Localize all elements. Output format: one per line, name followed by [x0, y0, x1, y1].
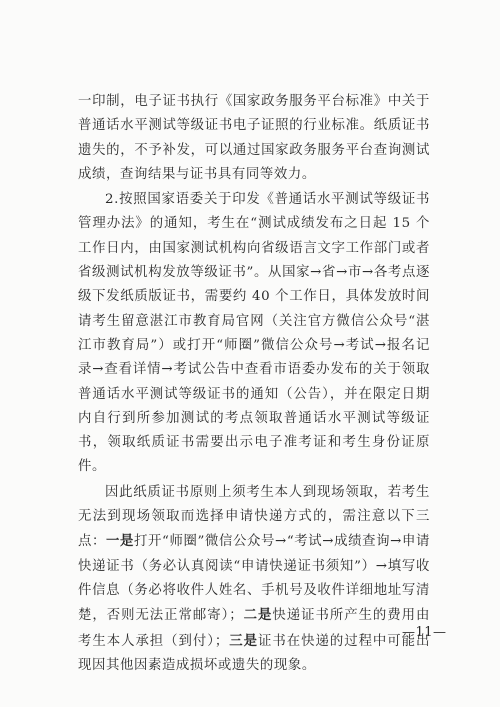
- paragraph-3: [78, 481, 430, 678]
- page-number: —11—: [402, 625, 447, 640]
- body-text: [78, 90, 430, 679]
- point-one-text: 打开“师圈”微信公众号→“考试→成绩查询→申请快递证书（务必认真阅读“申请快递证书须知”）→填写收件信息（务必将收件人姓名、手机号及收件详细地址写清楚，否则无法正常邮寄）；: [78, 534, 430, 624]
- point-three-label: 三是: [228, 632, 259, 649]
- point-one-label: 一是: [106, 533, 135, 550]
- point-two-text: 快递证书所产生的费用由考生本人承担（到付）；: [78, 608, 431, 649]
- paragraph-2: 2.按照国家语委关于印发《普通话水平测试等级证书管理办法》的通知，考生在“测试成绩发布之日起 15 个工作日内，由国家测试机构向省级语言文字工作部门或者省级测试机构发放等级证书”。从国家→省→市→各考点逐级下发纸质版证书，需要约 40 个工作日，具体发放时间请考生留意湛江市教育局官网（关注官方微信公众号“湛江市教育局”）或打开“师圈”微信公众号→考试→报名记录→查看详情→考试公告中查看市语委办发布的关于领取普通话水平测试等级证书的通知（公告），并在限定日期内自行到所参加测试的考点领取普通话水平测试等级证书，领取纸质证书需要出示电子准考证和考生身份证原件。: [78, 192, 430, 475]
- point-three-text: 证书在快递的过程中可能出现因其他因素造成损坏或遗失的现象。: [78, 633, 431, 673]
- paragraph-3-intro: 因此纸质证书原则上须考生本人到现场领取，若考生无法到现场领取而选择申请快递方式的，需注意以下三点：: [78, 484, 430, 550]
- point-two-label: 二是: [243, 607, 273, 624]
- paragraph-1: 一印制，电子证书执行《国家政务服务平台标准》中关于普通话水平测试等级证书电子证照的行业标准。纸质证书遗失的，不予补发，可以通过国家政务服务平台查询测试成绩，查询结果与证书具有同等效力。: [78, 94, 430, 182]
